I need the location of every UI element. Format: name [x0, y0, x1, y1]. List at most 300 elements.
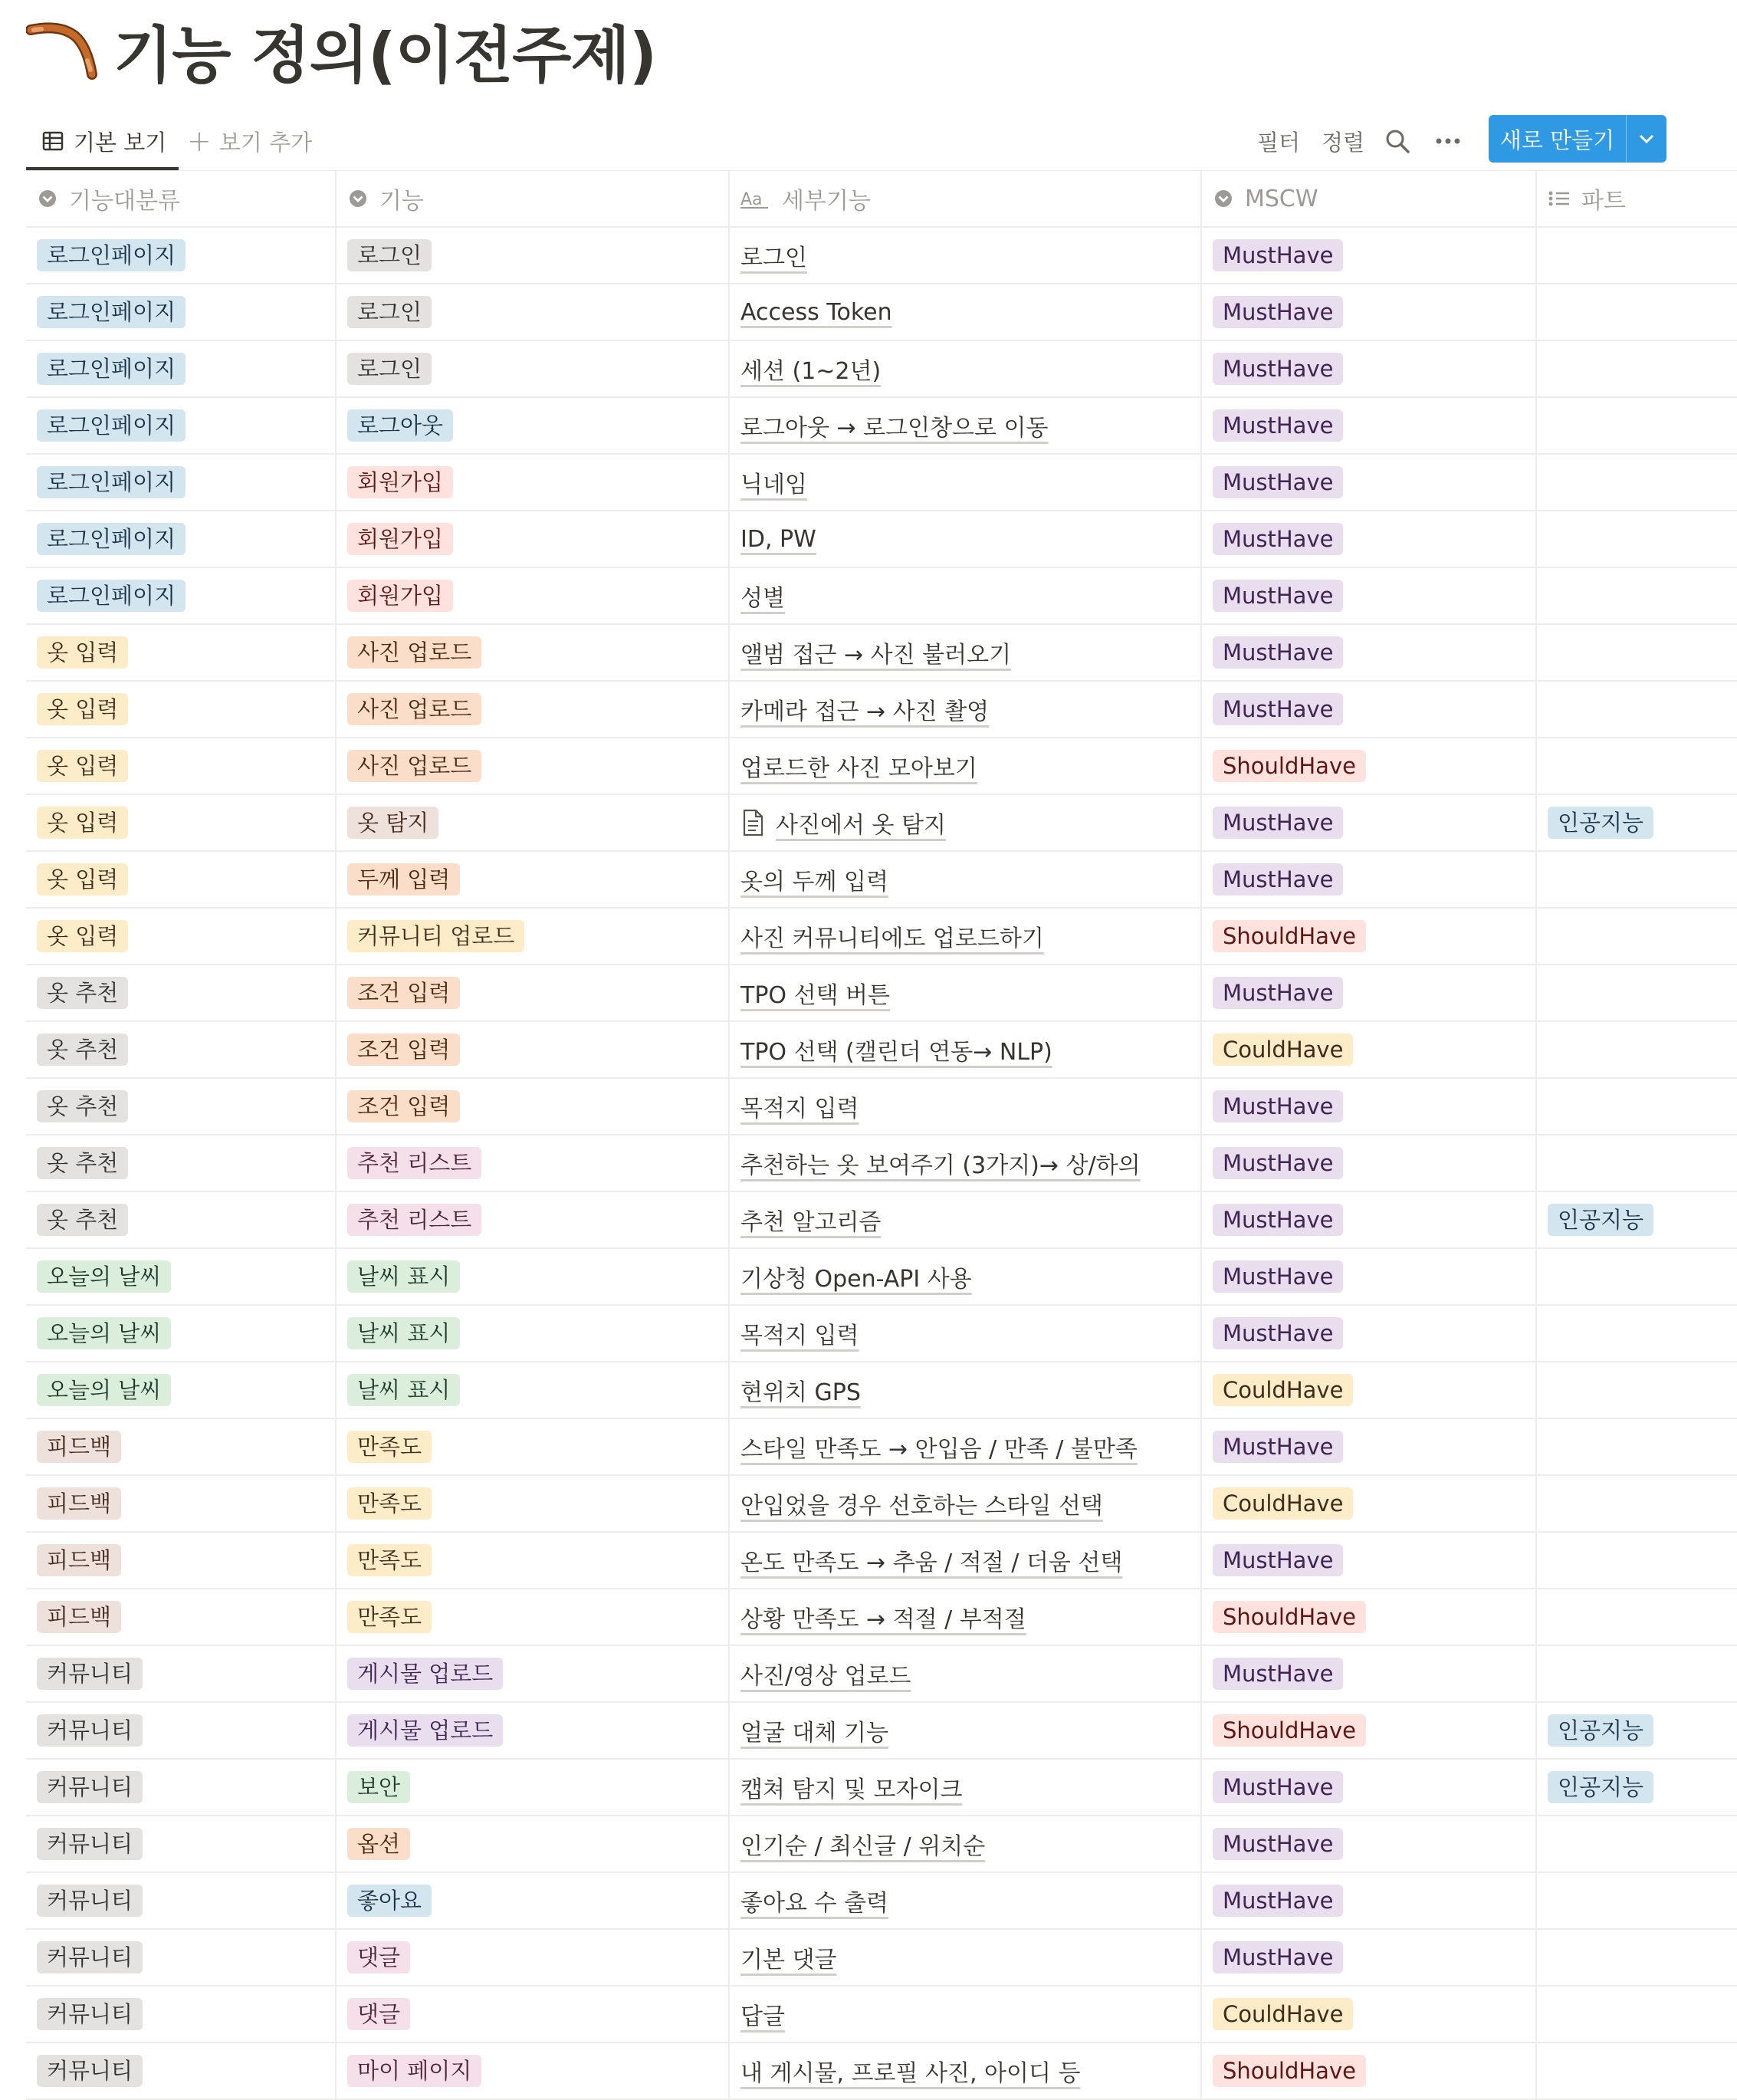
- cell-mscw[interactable]: [1202, 1249, 1537, 1304]
- cell-detail[interactable]: [730, 568, 1202, 623]
- cell-mscw[interactable]: [1202, 909, 1537, 964]
- cell-part[interactable]: [1537, 1419, 1737, 1474]
- cell-feature[interactable]: [337, 284, 730, 340]
- category-tag: 옷 입력: [37, 807, 128, 839]
- cell-feature[interactable]: [337, 1135, 730, 1191]
- cell-feature[interactable]: [337, 1987, 730, 2042]
- detail-text[interactable]: Access Token: [740, 298, 892, 326]
- tab-default-view[interactable]: [26, 115, 179, 170]
- cell-detail[interactable]: [730, 1419, 1202, 1474]
- cell-part[interactable]: [1537, 1703, 1737, 1758]
- cell-mscw[interactable]: [1202, 1703, 1537, 1758]
- cell-category[interactable]: [26, 1306, 337, 1361]
- category-tag: 커뮤니티: [37, 1885, 143, 1917]
- column-header-mscw[interactable]: [1202, 171, 1537, 226]
- detail-text[interactable]: 기상청 Open-API 사용: [740, 1266, 972, 1293]
- category-tag: 커뮤니티: [37, 1828, 143, 1860]
- cell-category[interactable]: [26, 568, 337, 623]
- category-tag: 옷 입력: [37, 636, 128, 669]
- cell-part[interactable]: [1537, 1192, 1737, 1247]
- mscw-tag: MustHave: [1213, 1828, 1343, 1860]
- cell-category[interactable]: [26, 1873, 337, 1928]
- detail-text[interactable]: 좋아요 수 출력: [740, 1890, 888, 1917]
- table-row: [26, 852, 1737, 909]
- cell-category[interactable]: [26, 1589, 337, 1645]
- mscw-tag: ShouldHave: [1213, 1601, 1366, 1633]
- cell-part[interactable]: [1537, 1646, 1737, 1701]
- category-tag: 로그인페이지: [37, 296, 186, 328]
- detail-text[interactable]: 얼굴 대체 기능: [740, 1720, 888, 1747]
- table-header: [26, 171, 1737, 228]
- mscw-tag: MustHave: [1213, 807, 1343, 839]
- column-header-label: 세부기능: [782, 188, 871, 215]
- detail-text[interactable]: 답글: [740, 2003, 785, 2030]
- cell-part[interactable]: [1537, 455, 1737, 510]
- cell-category[interactable]: [26, 682, 337, 737]
- cell-part[interactable]: [1537, 228, 1737, 283]
- mscw-tag: MustHave: [1213, 239, 1343, 271]
- detail-text[interactable]: 앨범 접근 → 사진 불러오기: [740, 642, 1012, 669]
- cell-feature[interactable]: [337, 682, 730, 737]
- cell-feature[interactable]: [337, 965, 730, 1020]
- cell-detail[interactable]: [730, 1135, 1202, 1191]
- feature-tag: 사진 업로드: [347, 636, 481, 669]
- cell-detail[interactable]: [730, 795, 1202, 850]
- cell-feature[interactable]: [337, 1419, 730, 1474]
- category-tag: 피드백: [37, 1601, 121, 1633]
- feature-tag: 보안: [347, 1771, 410, 1803]
- column-header-label: 기능대분류: [69, 188, 180, 215]
- cell-feature[interactable]: [337, 228, 730, 283]
- category-tag: 옷 추천: [37, 977, 128, 1009]
- cell-part[interactable]: [1537, 738, 1737, 794]
- more-options-icon[interactable]: [1435, 124, 1461, 158]
- category-tag: 옷 입력: [37, 920, 128, 952]
- detail-text[interactable]: 업로드한 사진 모아보기: [740, 755, 977, 782]
- cell-mscw[interactable]: [1202, 1589, 1537, 1645]
- feature-tag: 댓글: [347, 1998, 410, 2030]
- cell-mscw[interactable]: [1202, 455, 1537, 510]
- part-tag: 인공지능: [1548, 1204, 1653, 1236]
- detail-text[interactable]: 로그인: [740, 245, 807, 271]
- cell-mscw[interactable]: [1202, 398, 1537, 453]
- cell-mscw[interactable]: [1202, 682, 1537, 737]
- table-row: [26, 284, 1737, 341]
- mscw-tag: ShouldHave: [1213, 1714, 1366, 1747]
- table-row: [26, 228, 1737, 284]
- cell-detail[interactable]: [730, 284, 1202, 340]
- feature-tag: 사진 업로드: [347, 750, 481, 782]
- detail-text[interactable]: 기본 댓글: [740, 1947, 837, 1973]
- cell-part[interactable]: [1537, 1987, 1737, 2042]
- detail-text[interactable]: 추천 알고리즘: [740, 1209, 882, 1236]
- cell-part[interactable]: [1537, 341, 1737, 396]
- cell-mscw[interactable]: [1202, 511, 1537, 567]
- cell-feature[interactable]: [337, 1192, 730, 1247]
- cell-feature[interactable]: [337, 341, 730, 396]
- cell-part[interactable]: [1537, 1760, 1737, 1815]
- mscw-tag: CouldHave: [1213, 1034, 1353, 1066]
- table-row: [26, 568, 1737, 625]
- cell-detail[interactable]: [730, 1703, 1202, 1758]
- cell-detail[interactable]: [730, 738, 1202, 794]
- cell-feature[interactable]: [337, 1476, 730, 1531]
- mscw-tag: MustHave: [1213, 296, 1343, 328]
- cell-category[interactable]: [26, 1079, 337, 1134]
- cell-detail[interactable]: [730, 1873, 1202, 1928]
- cell-mscw[interactable]: [1202, 625, 1537, 680]
- boomerang-icon[interactable]: [26, 13, 100, 87]
- select-icon: [347, 188, 369, 209]
- search-icon[interactable]: [1384, 124, 1410, 158]
- category-tag: 로그인페이지: [37, 523, 186, 555]
- detail-text[interactable]: 성별: [740, 585, 785, 612]
- cell-detail[interactable]: [730, 1760, 1202, 1815]
- detail-text[interactable]: 옷의 두께 입력: [740, 869, 888, 896]
- column-header-label: 파트: [1581, 188, 1626, 215]
- category-tag: 커뮤니티: [37, 1714, 143, 1747]
- cell-part[interactable]: [1537, 1362, 1737, 1418]
- chevron-down-icon[interactable]: [1626, 115, 1666, 163]
- cell-part[interactable]: [1537, 2043, 1737, 2098]
- detail-text[interactable]: 사진 커뮤니티에도 업로드하기: [740, 925, 1044, 952]
- list-icon: [1548, 188, 1571, 209]
- cell-feature[interactable]: [337, 738, 730, 794]
- cell-category[interactable]: [26, 1249, 337, 1304]
- cell-feature[interactable]: [337, 1873, 730, 1928]
- cell-feature[interactable]: [337, 1760, 730, 1815]
- column-header-part[interactable]: [1537, 171, 1737, 226]
- cell-category[interactable]: [26, 1192, 337, 1247]
- cell-feature[interactable]: [337, 1022, 730, 1077]
- add-view-button[interactable]: [187, 115, 312, 167]
- cell-part[interactable]: [1537, 1249, 1737, 1304]
- cell-part[interactable]: [1537, 625, 1737, 680]
- mscw-tag: MustHave: [1213, 1941, 1343, 1973]
- feature-tag: 로그아웃: [347, 409, 453, 442]
- cell-category[interactable]: [26, 1703, 337, 1758]
- cell-part[interactable]: [1537, 909, 1737, 964]
- table-row: [26, 1135, 1737, 1192]
- detail-text[interactable]: 세션 (1~2년): [740, 358, 882, 385]
- cell-detail[interactable]: [730, 1192, 1202, 1247]
- detail-text[interactable]: 내 게시물, 프로필 사진, 아이디 등: [740, 2060, 1081, 2087]
- detail-text[interactable]: TPO 선택 버튼: [740, 982, 891, 1009]
- cell-feature[interactable]: [337, 1533, 730, 1588]
- cell-feature[interactable]: [337, 852, 730, 907]
- table-row: [26, 511, 1737, 568]
- cell-detail[interactable]: [730, 682, 1202, 737]
- cell-detail[interactable]: [730, 1646, 1202, 1701]
- mscw-tag: MustHave: [1213, 1544, 1343, 1576]
- cell-detail[interactable]: [730, 398, 1202, 453]
- cell-mscw[interactable]: [1202, 1362, 1537, 1418]
- cell-category[interactable]: [26, 1930, 337, 1985]
- cell-detail[interactable]: [730, 1476, 1202, 1531]
- cell-mscw[interactable]: [1202, 1192, 1537, 1247]
- cell-detail[interactable]: [730, 909, 1202, 964]
- detail-text[interactable]: 사진/영상 업로드: [740, 1663, 911, 1690]
- cell-feature[interactable]: [337, 511, 730, 567]
- detail-text[interactable]: 캡쳐 탐지 및 모자이크: [740, 1776, 963, 1803]
- cell-detail[interactable]: [730, 511, 1202, 567]
- cell-category[interactable]: [26, 228, 337, 283]
- cell-feature[interactable]: [337, 1362, 730, 1418]
- cell-mscw[interactable]: [1202, 1476, 1537, 1531]
- mscw-tag: MustHave: [1213, 693, 1343, 725]
- cell-detail[interactable]: [730, 852, 1202, 907]
- cell-part[interactable]: [1537, 1589, 1737, 1645]
- table-row: [26, 795, 1737, 852]
- category-tag: 커뮤니티: [37, 1941, 143, 1973]
- detail-text[interactable]: 목적지 입력: [740, 1096, 859, 1122]
- category-tag: 로그인페이지: [37, 353, 186, 385]
- cell-part[interactable]: [1537, 1533, 1737, 1588]
- detail-text[interactable]: 추천하는 옷 보여주기 (3가지)→ 상/하의: [740, 1152, 1141, 1179]
- new-button[interactable]: [1489, 115, 1666, 163]
- cell-category[interactable]: [26, 398, 337, 453]
- table-row: [26, 909, 1737, 965]
- cell-category[interactable]: [26, 909, 337, 964]
- category-tag: 커뮤니티: [37, 2055, 143, 2087]
- category-tag: 옷 입력: [37, 863, 128, 896]
- mscw-tag: ShouldHave: [1213, 750, 1366, 782]
- cell-category[interactable]: [26, 1362, 337, 1418]
- mscw-tag: CouldHave: [1213, 1374, 1353, 1406]
- cell-feature[interactable]: [337, 1646, 730, 1701]
- cell-mscw[interactable]: [1202, 2043, 1537, 2098]
- cell-category[interactable]: [26, 1533, 337, 1588]
- cell-detail[interactable]: [730, 1533, 1202, 1588]
- cell-category[interactable]: [26, 1760, 337, 1815]
- cell-category[interactable]: [26, 1816, 337, 1872]
- category-tag: 커뮤니티: [37, 1771, 143, 1803]
- cell-part[interactable]: [1537, 1873, 1737, 1928]
- cell-mscw[interactable]: [1202, 1306, 1537, 1361]
- mscw-tag: MustHave: [1213, 863, 1343, 896]
- cell-mscw[interactable]: [1202, 795, 1537, 850]
- table-row: [26, 1249, 1737, 1306]
- detail-text[interactable]: 닉네임: [740, 472, 807, 498]
- cell-detail[interactable]: [730, 455, 1202, 510]
- cell-category[interactable]: [26, 852, 337, 907]
- cell-category[interactable]: [26, 341, 337, 396]
- cell-category[interactable]: [26, 1135, 337, 1191]
- cell-feature[interactable]: [337, 1249, 730, 1304]
- cell-feature[interactable]: [337, 568, 730, 623]
- cell-mscw[interactable]: [1202, 1022, 1537, 1077]
- cell-part[interactable]: [1537, 1079, 1737, 1134]
- column-header-category[interactable]: [26, 171, 337, 226]
- cell-part[interactable]: [1537, 795, 1737, 850]
- detail-text[interactable]: 현위치 GPS: [740, 1379, 861, 1406]
- cell-mscw[interactable]: [1202, 1987, 1537, 2042]
- cell-mscw[interactable]: [1202, 568, 1537, 623]
- cell-mscw[interactable]: [1202, 228, 1537, 283]
- mscw-tag: MustHave: [1213, 580, 1343, 612]
- cell-feature[interactable]: [337, 1816, 730, 1872]
- category-tag: 커뮤니티: [37, 1998, 143, 2030]
- svg-text:Aa: Aa: [740, 190, 763, 209]
- detail-text[interactable]: 카메라 접근 → 사진 촬영: [740, 698, 990, 725]
- cell-part[interactable]: [1537, 568, 1737, 623]
- cell-part[interactable]: [1537, 1306, 1737, 1361]
- table-row: [26, 682, 1737, 738]
- cell-category[interactable]: [26, 965, 337, 1020]
- cell-part[interactable]: [1537, 682, 1737, 737]
- select-icon: [1213, 188, 1234, 209]
- sort-button[interactable]: 정렬: [1322, 129, 1365, 156]
- cell-feature[interactable]: [337, 795, 730, 850]
- cell-mscw[interactable]: [1202, 1079, 1537, 1134]
- detail-text[interactable]: 스타일 만족도 → 안입음 / 만족 / 불만족: [740, 1436, 1138, 1463]
- table-row: [26, 1930, 1737, 1987]
- cell-detail[interactable]: [730, 2043, 1202, 2098]
- mscw-tag: MustHave: [1213, 1771, 1343, 1803]
- cell-mscw[interactable]: [1202, 1816, 1537, 1872]
- feature-tag: 댓글: [347, 1941, 410, 1973]
- cell-detail[interactable]: [730, 1306, 1202, 1361]
- cell-part[interactable]: [1537, 511, 1737, 567]
- table-row: [26, 965, 1737, 1022]
- cell-detail[interactable]: [730, 1816, 1202, 1872]
- detail-text[interactable]: 온도 만족도 → 추움 / 적절 / 더움 선택: [740, 1550, 1123, 1576]
- text-aa-icon: [740, 188, 771, 209]
- cell-category[interactable]: [26, 795, 337, 850]
- part-tag: 인공지능: [1548, 1771, 1653, 1803]
- cell-part[interactable]: [1537, 398, 1737, 453]
- feature-tag: 만족도: [347, 1601, 432, 1633]
- table-row: [26, 625, 1737, 682]
- table-row: [26, 1873, 1737, 1930]
- cell-category[interactable]: [26, 1987, 337, 2042]
- cell-part[interactable]: [1537, 1135, 1737, 1191]
- cell-detail[interactable]: [730, 341, 1202, 396]
- cell-mscw[interactable]: [1202, 341, 1537, 396]
- column-header-label: MSCW: [1245, 185, 1318, 212]
- cell-part[interactable]: [1537, 284, 1737, 340]
- cell-feature[interactable]: [337, 455, 730, 510]
- cell-detail[interactable]: [730, 625, 1202, 680]
- feature-tag: 조건 입력: [347, 1034, 460, 1066]
- cell-part[interactable]: [1537, 852, 1737, 907]
- cell-category[interactable]: [26, 625, 337, 680]
- cell-detail[interactable]: [730, 965, 1202, 1020]
- feature-tag: 옷 탐지: [347, 807, 438, 839]
- detail-text[interactable]: 상황 만족도 → 적절 / 부적절: [740, 1606, 1026, 1633]
- cell-feature[interactable]: [337, 1079, 730, 1134]
- column-header-feature[interactable]: [337, 171, 730, 226]
- cell-mscw[interactable]: [1202, 1646, 1537, 1701]
- cell-part[interactable]: [1537, 1022, 1737, 1077]
- cell-category[interactable]: [26, 1022, 337, 1077]
- cell-mscw[interactable]: [1202, 738, 1537, 794]
- feature-tag: 추천 리스트: [347, 1204, 481, 1236]
- cell-detail[interactable]: [730, 1589, 1202, 1645]
- feature-tag: 게시물 업로드: [347, 1714, 503, 1747]
- cell-feature[interactable]: [337, 2043, 730, 2098]
- cell-category[interactable]: [26, 511, 337, 567]
- category-tag: 로그인페이지: [37, 580, 186, 612]
- cell-category[interactable]: [26, 1476, 337, 1531]
- cell-part[interactable]: [1537, 1476, 1737, 1531]
- cell-category[interactable]: [26, 284, 337, 340]
- cell-feature[interactable]: [337, 625, 730, 680]
- category-tag: 로그인페이지: [37, 409, 186, 442]
- cell-mscw[interactable]: [1202, 852, 1537, 907]
- table-row: [26, 1022, 1737, 1079]
- table-row: [26, 1192, 1737, 1249]
- category-tag: 옷 추천: [37, 1204, 128, 1236]
- detail-text[interactable]: 사진에서 옷 탐지: [776, 812, 946, 839]
- mscw-tag: CouldHave: [1213, 1998, 1353, 2030]
- column-header-detail[interactable]: [730, 171, 1202, 226]
- cell-feature[interactable]: [337, 1589, 730, 1645]
- cell-detail[interactable]: [730, 1930, 1202, 1985]
- feature-tag: 만족도: [347, 1544, 432, 1576]
- cell-part[interactable]: [1537, 1930, 1737, 1985]
- cell-mscw[interactable]: [1202, 1873, 1537, 1928]
- feature-tag: 날씨 표시: [347, 1260, 460, 1293]
- category-tag: 오늘의 날씨: [37, 1317, 171, 1349]
- page-icon: [740, 809, 765, 836]
- cell-mscw[interactable]: [1202, 1533, 1537, 1588]
- cell-mscw[interactable]: [1202, 1419, 1537, 1474]
- cell-mscw[interactable]: [1202, 965, 1537, 1020]
- mscw-tag: MustHave: [1213, 1658, 1343, 1690]
- cell-detail[interactable]: [730, 1987, 1202, 2042]
- cell-detail[interactable]: [730, 1079, 1202, 1134]
- cell-mscw[interactable]: [1202, 284, 1537, 340]
- cell-part[interactable]: [1537, 1816, 1737, 1872]
- detail-text[interactable]: 목적지 입력: [740, 1323, 859, 1349]
- cell-feature[interactable]: [337, 1306, 730, 1361]
- cell-mscw[interactable]: [1202, 1760, 1537, 1815]
- cell-mscw[interactable]: [1202, 1930, 1537, 1985]
- cell-feature[interactable]: [337, 909, 730, 964]
- cell-feature[interactable]: [337, 1703, 730, 1758]
- cell-detail[interactable]: [730, 1362, 1202, 1418]
- detail-text[interactable]: 인기순 / 최신글 / 위치순: [740, 1833, 986, 1860]
- cell-detail[interactable]: [730, 228, 1202, 283]
- table-body: [26, 228, 1737, 2100]
- cell-feature[interactable]: [337, 1930, 730, 1985]
- cell-feature[interactable]: [337, 398, 730, 453]
- page-header: [26, 0, 656, 100]
- cell-part[interactable]: [1537, 965, 1737, 1020]
- cell-category[interactable]: [26, 2043, 337, 2098]
- cell-category[interactable]: [26, 738, 337, 794]
- category-tag: 피드백: [37, 1431, 121, 1463]
- detail-text[interactable]: ID, PW: [740, 525, 816, 553]
- detail-text[interactable]: TPO 선택 (캘린더 연동→ NLP): [740, 1039, 1052, 1066]
- cell-category[interactable]: [26, 1419, 337, 1474]
- feature-tag: 회원가입: [347, 523, 453, 555]
- filter-button[interactable]: 필터: [1257, 129, 1301, 156]
- mscw-tag: MustHave: [1213, 1090, 1343, 1122]
- detail-text[interactable]: 안입었을 경우 선호하는 스타일 선택: [740, 1493, 1103, 1520]
- feature-tag: 조건 입력: [347, 977, 460, 1009]
- cell-category[interactable]: [26, 455, 337, 510]
- feature-tag: 로그인: [347, 296, 432, 328]
- cell-detail[interactable]: [730, 1022, 1202, 1077]
- mscw-tag: MustHave: [1213, 1885, 1343, 1917]
- detail-text[interactable]: 로그아웃 → 로그인창으로 이동: [740, 415, 1049, 442]
- cell-category[interactable]: [26, 1646, 337, 1701]
- table-row: [26, 1306, 1737, 1362]
- cell-mscw[interactable]: [1202, 1135, 1537, 1191]
- cell-detail[interactable]: [730, 1249, 1202, 1304]
